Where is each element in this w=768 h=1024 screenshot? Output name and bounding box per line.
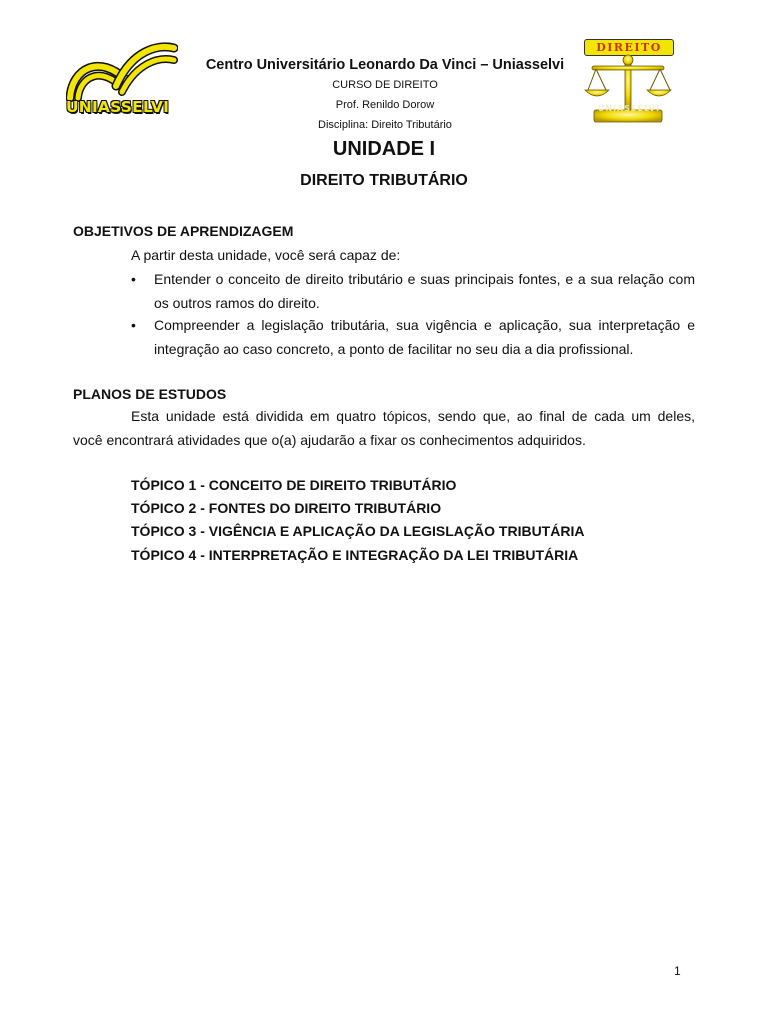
course-name: CURSO DE DIREITO [332, 79, 438, 91]
discipline-name: Disciplina: Direito Tributário [318, 119, 452, 131]
objective-2-line-1: Compreender a legislação tributária, sua vigência e aplicação, sua interpretação e [154, 317, 695, 333]
topic-4: TÓPICO 4 - INTERPRETAÇÃO E INTEGRAÇÃO DA LEI TRIBUTÁRIA [131, 547, 579, 563]
bullet-marker: • [131, 317, 136, 333]
objectives-intro: A partir desta unidade, você será capaz de: [131, 247, 401, 263]
direito-ribbon: DIREITO [584, 39, 674, 56]
institution-name: Centro Universitário Leonardo Da Vinci – Uniasselvi [205, 57, 565, 73]
topic-3: TÓPICO 3 - VIGÊNCIA E APLICAÇÃO DA LEGISLAÇÃO TRIBUTÁRIA [131, 523, 585, 539]
objective-2-line-2: integração ao caso concreto, a ponto de facilitar no seu dia a dia profissional. [154, 341, 634, 357]
bullet-marker: • [131, 271, 136, 287]
topic-2: TÓPICO 2 - FONTES DO DIREITO TRIBUTÁRIO [131, 500, 442, 516]
subject-title: DIREITO TRIBUTÁRIO [300, 172, 468, 189]
unit-title: UNIDADE I [332, 138, 436, 160]
professor-name: Prof. Renildo Dorow [335, 99, 435, 111]
study-plan-line-1: Esta unidade está dividida em quatro tópicos, sendo que, ao final de cada um deles, [131, 408, 695, 424]
study-plan-heading: PLANOS DE ESTUDOS [73, 386, 227, 402]
study-plan-line-2: você encontrará atividades que o(a) ajudarão a fixar os conhecimentos adquiridos. [73, 432, 586, 448]
objective-1-line-1: Entender o conceito de direito tributário e suas principais fontes, e a sua relação com [154, 271, 695, 287]
page-number: 1 [674, 964, 681, 978]
uniasselvi-wordmark: UNIASSELVI [66, 98, 170, 116]
objective-1-line-2: os outros ramos do direito. [154, 295, 320, 311]
topic-1: TÓPICO 1 - CONCEITO DE DIREITO TRIBUTÁRIO [131, 477, 457, 493]
direito-logo-subtext: UNIASSELVI [597, 104, 661, 113]
objectives-heading: OBJETIVOS DE APRENDIZAGEM [73, 223, 294, 239]
